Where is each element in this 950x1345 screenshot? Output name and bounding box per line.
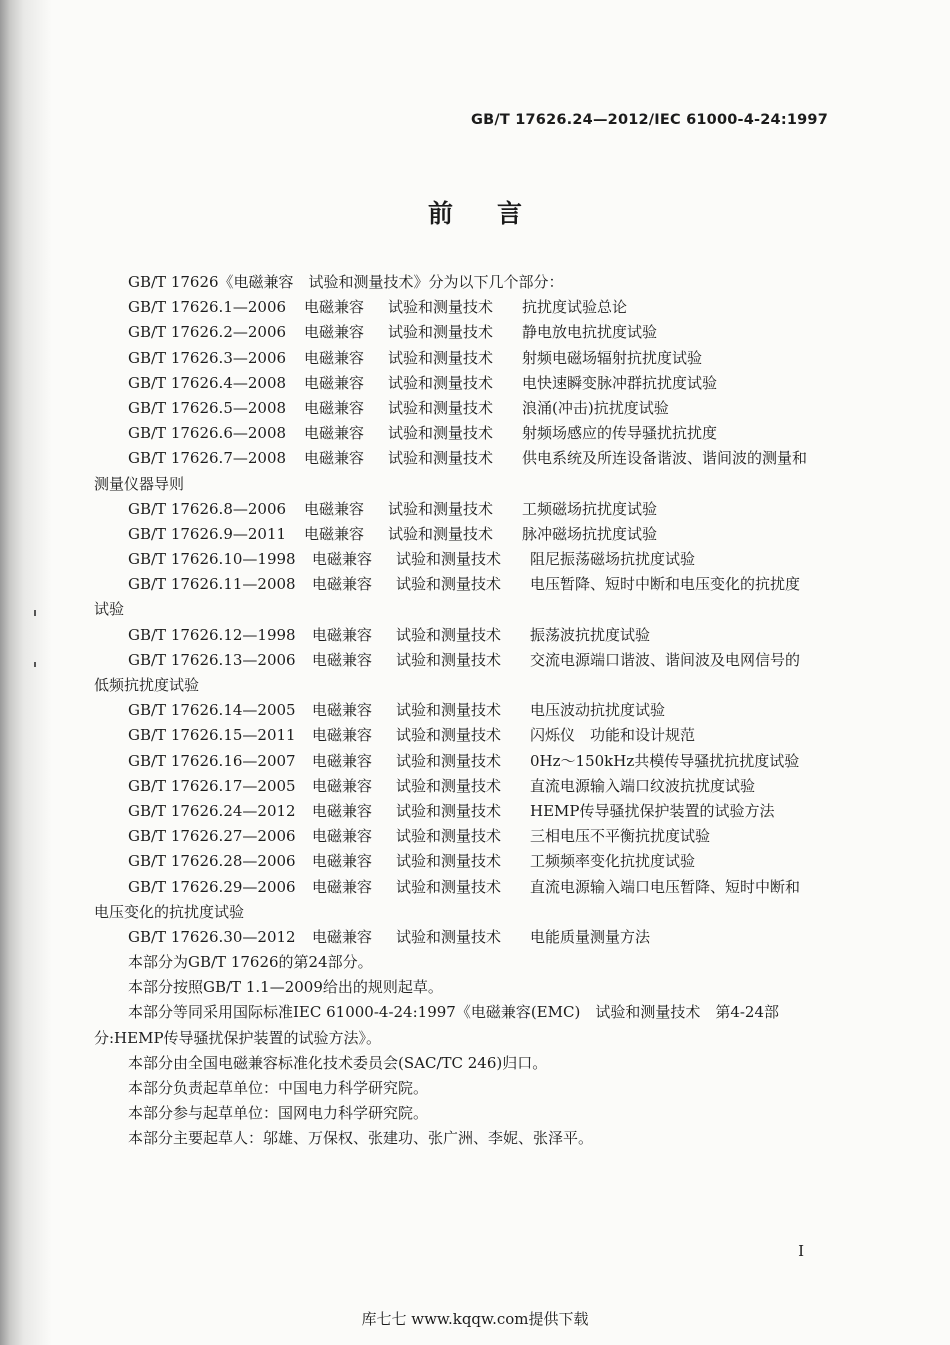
part-number: GB/T 17626.15—2011: [128, 726, 296, 745]
part-title: HEMP传导骚扰保护装置的试验方法: [530, 801, 775, 820]
part-number: GB/T 17626.9—2011: [128, 524, 287, 543]
part-category: 试验和测量技术: [396, 776, 502, 795]
part-entry: [94, 446, 830, 471]
part-category: 试验和测量技术: [396, 927, 502, 946]
part-entry: [94, 698, 830, 723]
part-title: 电压暂降、短时中断和电压变化的抗扰度: [530, 575, 801, 594]
part-field: 电磁兼容: [304, 449, 365, 468]
part-title: 射频电磁场辐射抗扰度试验: [522, 348, 703, 367]
page-number: I: [798, 1242, 804, 1260]
part-field: 电磁兼容: [312, 726, 373, 745]
part-number: GB/T 17626.2—2006: [128, 323, 287, 342]
part-number: GB/T 17626.29—2006: [128, 877, 296, 896]
part-number: GB/T 17626.1—2006: [128, 298, 287, 317]
part-entry: [94, 875, 830, 900]
part-field: 电磁兼容: [312, 701, 373, 720]
part-entry: [94, 623, 830, 648]
part-title: 电能质量测量方法: [530, 927, 651, 946]
part-field: 电磁兼容: [312, 827, 373, 846]
intro-line: GB/T 17626《电磁兼容 试验和测量技术》分为以下几个部分：: [128, 273, 564, 291]
part-field: 电磁兼容: [312, 751, 373, 770]
part-title: 射频场感应的传导骚扰抗扰度: [522, 424, 718, 443]
paragraph-drafting-rules: 本部分按照GB/T 1.1—2009给出的规则起草。: [128, 978, 443, 997]
part-number: GB/T 17626.6—2008: [128, 424, 287, 443]
part-entry: [94, 723, 830, 748]
part-category: 试验和测量技术: [396, 852, 502, 871]
part-category: 试验和测量技术: [396, 827, 502, 846]
part-field: 电磁兼容: [312, 575, 373, 594]
part-field: 电磁兼容: [312, 877, 373, 896]
part-field: 电磁兼容: [312, 927, 373, 946]
part-number: GB/T 17626.5—2008: [128, 398, 287, 417]
part-field: 电磁兼容: [304, 424, 365, 443]
part-title: 浪涌(冲击)抗扰度试验: [522, 398, 669, 417]
part-field: 电磁兼容: [312, 650, 373, 669]
part-title: 供电系统及所连设备谐波、谐间波的测量和: [522, 449, 808, 468]
part-number: GB/T 17626.7—2008: [128, 449, 287, 468]
part-entry: [94, 572, 830, 597]
paragraph-lead-drafter: 本部分负责起草单位：中国电力科学研究院。: [128, 1079, 429, 1097]
part-title: 直流电源输入端口电压暂降、短时中断和: [530, 877, 801, 896]
part-category: 试验和测量技术: [396, 801, 502, 820]
part-number: GB/T 17626.11—2008: [128, 575, 296, 594]
part-title: 电压波动抗扰度试验: [530, 701, 666, 720]
part-category: 试验和测量技术: [396, 701, 502, 720]
paragraph-part-number: 本部分为GB/T 17626的第24部分。: [128, 953, 373, 972]
paragraph-adoption-line1: 本部分等同采用国际标准IEC 61000-4-24:1997《电磁兼容(EMC) 试验和测量技术 第4-24部: [128, 1003, 780, 1022]
part-entry: [94, 346, 830, 371]
foreword-body: [94, 270, 830, 1152]
part-title: 振荡波抗扰度试验: [530, 625, 651, 644]
part-entry: [94, 799, 830, 824]
part-number: GB/T 17626.27—2006: [128, 827, 296, 846]
part-field: 电磁兼容: [304, 373, 365, 392]
part-title-continuation: 试验: [94, 600, 125, 619]
part-title: 0Hz～150kHz共模传导骚扰抗扰度试验: [530, 751, 800, 770]
part-entry: [94, 320, 830, 345]
part-title: 抗扰度试验总论: [522, 298, 628, 317]
part-title: 交流电源端口谐波、谐间波及电网信号的: [530, 650, 801, 669]
part-entry: [94, 925, 830, 950]
part-entry: [94, 371, 830, 396]
part-title: 工频磁场抗扰度试验: [522, 499, 658, 518]
part-category: 试验和测量技术: [388, 323, 494, 342]
part-field: 电磁兼容: [304, 298, 365, 317]
paragraph-committee: 本部分由全国电磁兼容标准化技术委员会(SAC/TC 246)归口。: [128, 1053, 548, 1072]
part-entry: [94, 774, 830, 799]
standard-code-header: GB/T 17626.24—2012/IEC 61000-4-24:1997: [471, 112, 828, 128]
part-field: 电磁兼容: [312, 625, 373, 644]
part-number: GB/T 17626.4—2008: [128, 373, 287, 392]
part-title: 电快速瞬变脉冲群抗扰度试验: [522, 373, 718, 392]
part-field: 电磁兼容: [304, 499, 365, 518]
part-category: 试验和测量技术: [396, 877, 502, 896]
part-category: 试验和测量技术: [388, 449, 494, 468]
part-number: GB/T 17626.8—2006: [128, 499, 287, 518]
part-category: 试验和测量技术: [396, 650, 502, 669]
part-title: 工频频率变化抗扰度试验: [530, 852, 696, 871]
part-entry: [94, 547, 830, 572]
part-category: 试验和测量技术: [388, 524, 494, 543]
part-number: GB/T 17626.12—1998: [128, 625, 296, 644]
part-number: GB/T 17626.10—1998: [128, 550, 296, 569]
part-title-continuation: 测量仪器导则: [94, 474, 185, 493]
part-entry: [94, 396, 830, 421]
part-number: GB/T 17626.24—2012: [128, 801, 296, 820]
paragraph-participating-drafter: 本部分参与起草单位：国网电力科学研究院。: [128, 1104, 429, 1123]
paragraph-main-drafters: 本部分主要起草人：邬雄、万保权、张建功、张广洲、李妮、张泽平。: [128, 1129, 594, 1148]
part-title: 闪烁仪 功能和设计规范: [530, 726, 696, 745]
part-number: GB/T 17626.30—2012: [128, 927, 296, 946]
part-number: GB/T 17626.14—2005: [128, 701, 296, 720]
part-number: GB/T 17626.13—2006: [128, 650, 296, 669]
part-category: 试验和测量技术: [388, 424, 494, 443]
paragraph-adoption-line2: 分:HEMP传导骚扰保护装置的试验方法》。: [94, 1028, 382, 1047]
part-entry: [94, 749, 830, 774]
part-category: 试验和测量技术: [396, 625, 502, 644]
part-title: 脉冲磁场抗扰度试验: [522, 524, 658, 543]
scan-speck: [34, 610, 36, 616]
part-title-continuation: 电压变化的抗扰度试验: [94, 902, 245, 921]
part-field: 电磁兼容: [312, 550, 373, 569]
part-category: 试验和测量技术: [388, 499, 494, 518]
part-number: GB/T 17626.17—2005: [128, 776, 296, 795]
part-entry: [94, 824, 830, 849]
part-number: GB/T 17626.28—2006: [128, 852, 296, 871]
part-category: 试验和测量技术: [396, 575, 502, 594]
part-number: GB/T 17626.3—2006: [128, 348, 287, 367]
part-category: 试验和测量技术: [396, 751, 502, 770]
page-title: 前言: [427, 199, 566, 228]
part-number: GB/T 17626.16—2007: [128, 751, 296, 770]
part-field: 电磁兼容: [304, 524, 365, 543]
footer-download-note: 库七七 www.kqqw.com提供下载: [361, 1310, 589, 1328]
part-title: 静电放电抗扰度试验: [522, 323, 658, 342]
part-category: 试验和测量技术: [388, 398, 494, 417]
part-category: 试验和测量技术: [388, 373, 494, 392]
part-title: 三相电压不平衡抗扰度试验: [530, 827, 711, 846]
part-category: 试验和测量技术: [388, 348, 494, 367]
part-field: 电磁兼容: [312, 776, 373, 795]
part-entry: [94, 295, 830, 320]
part-field: 电磁兼容: [304, 323, 365, 342]
part-field: 电磁兼容: [304, 398, 365, 417]
part-field: 电磁兼容: [312, 801, 373, 820]
part-category: 试验和测量技术: [388, 298, 494, 317]
part-title-continuation: 低频抗扰度试验: [94, 676, 200, 694]
part-entry: [94, 497, 830, 522]
part-entry: [94, 522, 830, 547]
part-field: 电磁兼容: [312, 852, 373, 871]
part-category: 试验和测量技术: [396, 726, 502, 745]
part-category: 试验和测量技术: [396, 550, 502, 569]
scan-speck: [34, 662, 36, 667]
parts-list: [94, 295, 830, 950]
part-entry: [94, 421, 830, 446]
part-field: 电磁兼容: [304, 348, 365, 367]
part-entry: [94, 648, 830, 673]
part-title: 直流电源输入端口纹波抗扰度试验: [530, 776, 756, 795]
part-entry: [94, 849, 830, 874]
part-title: 阻尼振荡磁场抗扰度试验: [530, 550, 696, 569]
